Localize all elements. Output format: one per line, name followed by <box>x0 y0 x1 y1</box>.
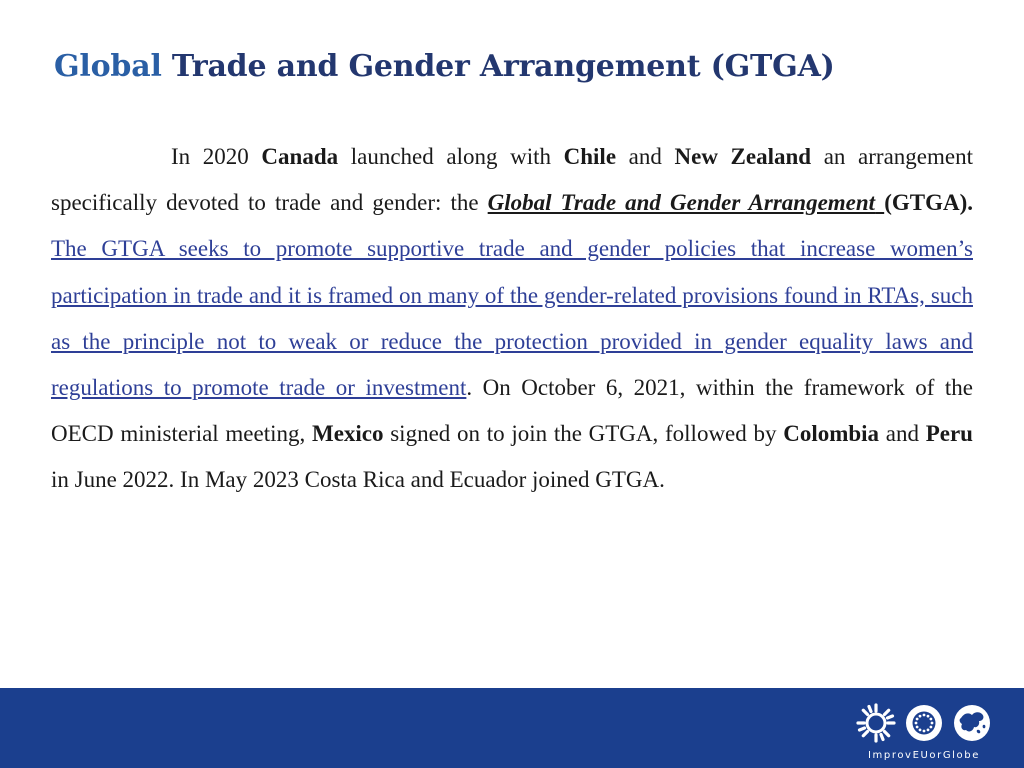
gtga-abbreviation: (GTGA) <box>884 190 968 216</box>
country-colombia: Colombia <box>783 421 880 447</box>
gtga-full-name: Global Trade and Gender Arrangement <box>487 190 876 216</box>
text-run: . On October 6, 2021, within the framework of the OECD ministerial meeting, <box>51 375 973 447</box>
globe-map-icon <box>952 703 992 743</box>
text-run: launched along with <box>338 144 564 169</box>
text-run: signed on to join the GTGA, followed by <box>383 421 784 447</box>
country-mexico: Mexico <box>311 421 384 447</box>
text-run <box>875 190 884 215</box>
improveuorglobe-logo <box>856 703 992 761</box>
title-rest: Trade and Gender Arrangement (GTGA) <box>171 49 835 84</box>
slide-title <box>54 49 835 84</box>
country-new-zealand: New Zealand <box>674 144 812 169</box>
text-run: in June 2022. In May 2023 Costa Rica and Ecuador joined GTGA. <box>51 467 665 493</box>
text-run: an arrangement specifically devoted to trade and gender: the <box>51 144 973 216</box>
text-run: and <box>616 144 675 169</box>
gtga-description-link[interactable]: The GTGA seeks to promote supportive trade and gender policies that increase women’s participation in trade and it is framed on many of the gender-related provisions found in RTAs, such as the principle not to weak or reduce the protection provided in gender equality laws and regulations to promote trade or investment <box>51 236 973 401</box>
title-first-word: Global <box>54 49 162 84</box>
body-paragraph <box>51 134 973 504</box>
country-canada: Canada <box>261 144 339 169</box>
logo-text: ImprovEUorGlobe <box>868 750 980 761</box>
footer-bar <box>0 688 1024 768</box>
country-peru: Peru <box>925 421 973 447</box>
country-chile: Chile <box>563 144 617 169</box>
eu-stars-icon <box>904 703 944 743</box>
text-run: and <box>879 421 926 447</box>
text-run: . <box>967 190 973 216</box>
sun-icon <box>856 703 896 743</box>
text-run: In 2020 <box>171 144 262 169</box>
